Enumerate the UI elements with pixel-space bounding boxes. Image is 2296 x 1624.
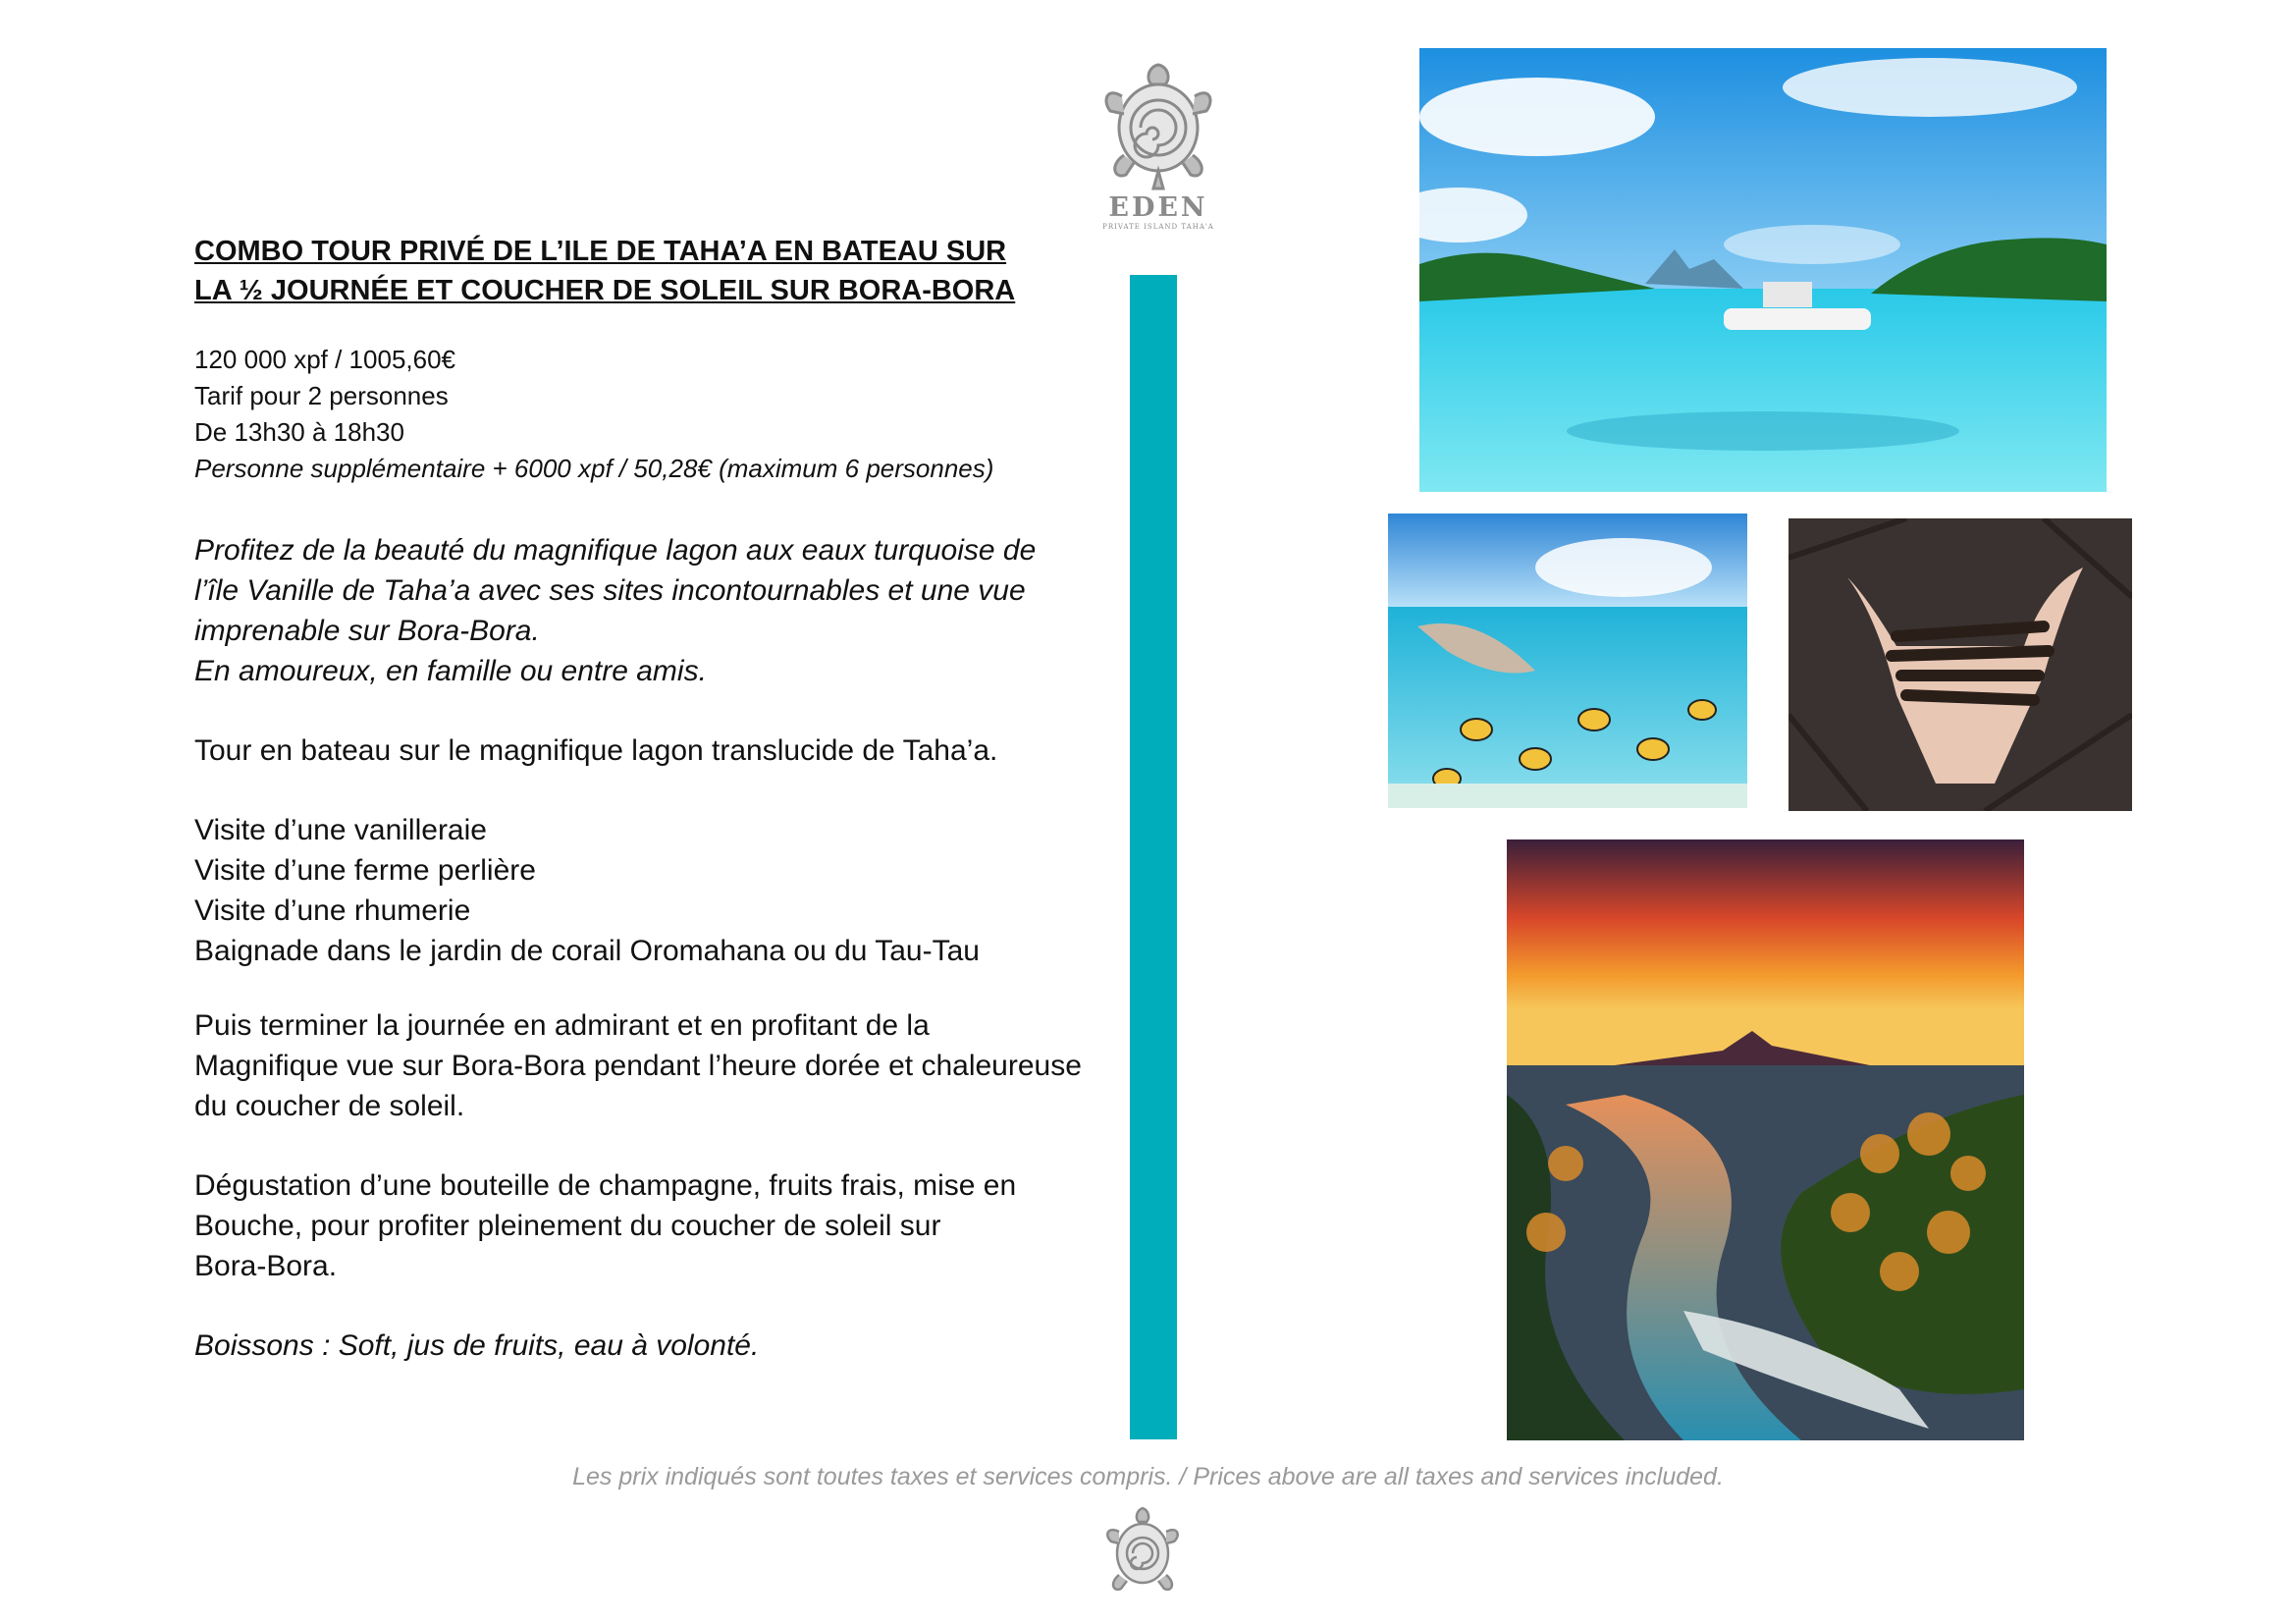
divider-bar: [1130, 275, 1177, 1439]
turtle-logo-icon: [1095, 57, 1222, 194]
intro-line: imprenable sur Bora-Bora.: [194, 615, 540, 647]
intro-line: Profitez de la beauté du magnifique lagon aux eaux turquoise de: [194, 534, 1037, 567]
bora-bora-sunset-photo: [1507, 839, 2024, 1440]
tour-schedule: De 13h30 à 18h30: [194, 417, 404, 447]
logo-wordmark: EDEN: [1108, 192, 1208, 223]
eden-logo: [1090, 57, 1227, 234]
visit-item: Visite d’une vanilleraie: [194, 814, 487, 846]
footer-price-note: Les prix indiqués sont toutes taxes et services compris. / Prices above are all taxes and services included.: [572, 1463, 1724, 1490]
tour-extra-person: Personne supplémentaire + 6000 xpf / 50,28€ (maximum 6 personnes): [194, 454, 994, 483]
tour-title-line-2: LA ½ JOURNÉE ET COUCHER DE SOLEIL SUR BORA-BORA: [194, 275, 1016, 306]
tasting-line: Bouche, pour profiter pleinement du coucher de soleil sur: [194, 1210, 941, 1242]
logo-subtitle: PRIVATE ISLAND TAHA'A: [1102, 223, 1214, 231]
boat-lagoon-photo: [1419, 48, 2107, 492]
sunset-line: du coucher de soleil.: [194, 1090, 465, 1122]
visit-item: Visite d’une ferme perlière: [194, 854, 536, 887]
sunset-line: Magnifique vue sur Bora-Bora pendant l’heure dorée et chaleureuse: [194, 1050, 1082, 1082]
visit-item: Baignade dans le jardin de corail Oromahana ou du Tau-Tau: [194, 935, 980, 967]
tasting-line: Bora-Bora.: [194, 1250, 338, 1282]
turtle-footer-icon: [1099, 1502, 1186, 1600]
tour-title-line-1: COMBO TOUR PRIVÉ DE L’ILE DE TAHA’A EN BATEAU SUR: [194, 236, 1007, 267]
tour-description: [194, 232, 1137, 1366]
tasting-line: Dégustation d’une bouteille de champagne, fruits frais, mise en: [194, 1169, 1017, 1202]
vanilla-pods-photo: [1789, 518, 2132, 811]
tour-price: 120 000 xpf / 1005,60€: [194, 345, 456, 374]
tour-rate: Tarif pour 2 personnes: [194, 381, 449, 410]
intro-line: En amoureux, en famille ou entre amis.: [194, 655, 707, 687]
drinks-text: Boissons : Soft, jus de fruits, eau à volonté.: [194, 1329, 760, 1362]
intro-line: l’île Vanille de Taha’a avec ses sites incontournables et une vue: [194, 574, 1026, 607]
sunset-line: Puis terminer la journée en admirant et en profitant de la: [194, 1009, 930, 1042]
boat-tour-text: Tour en bateau sur le magnifique lagon translucide de Taha’a.: [194, 734, 998, 767]
underwater-fish-photo: [1388, 514, 1747, 808]
visit-item: Visite d’une rhumerie: [194, 894, 471, 927]
